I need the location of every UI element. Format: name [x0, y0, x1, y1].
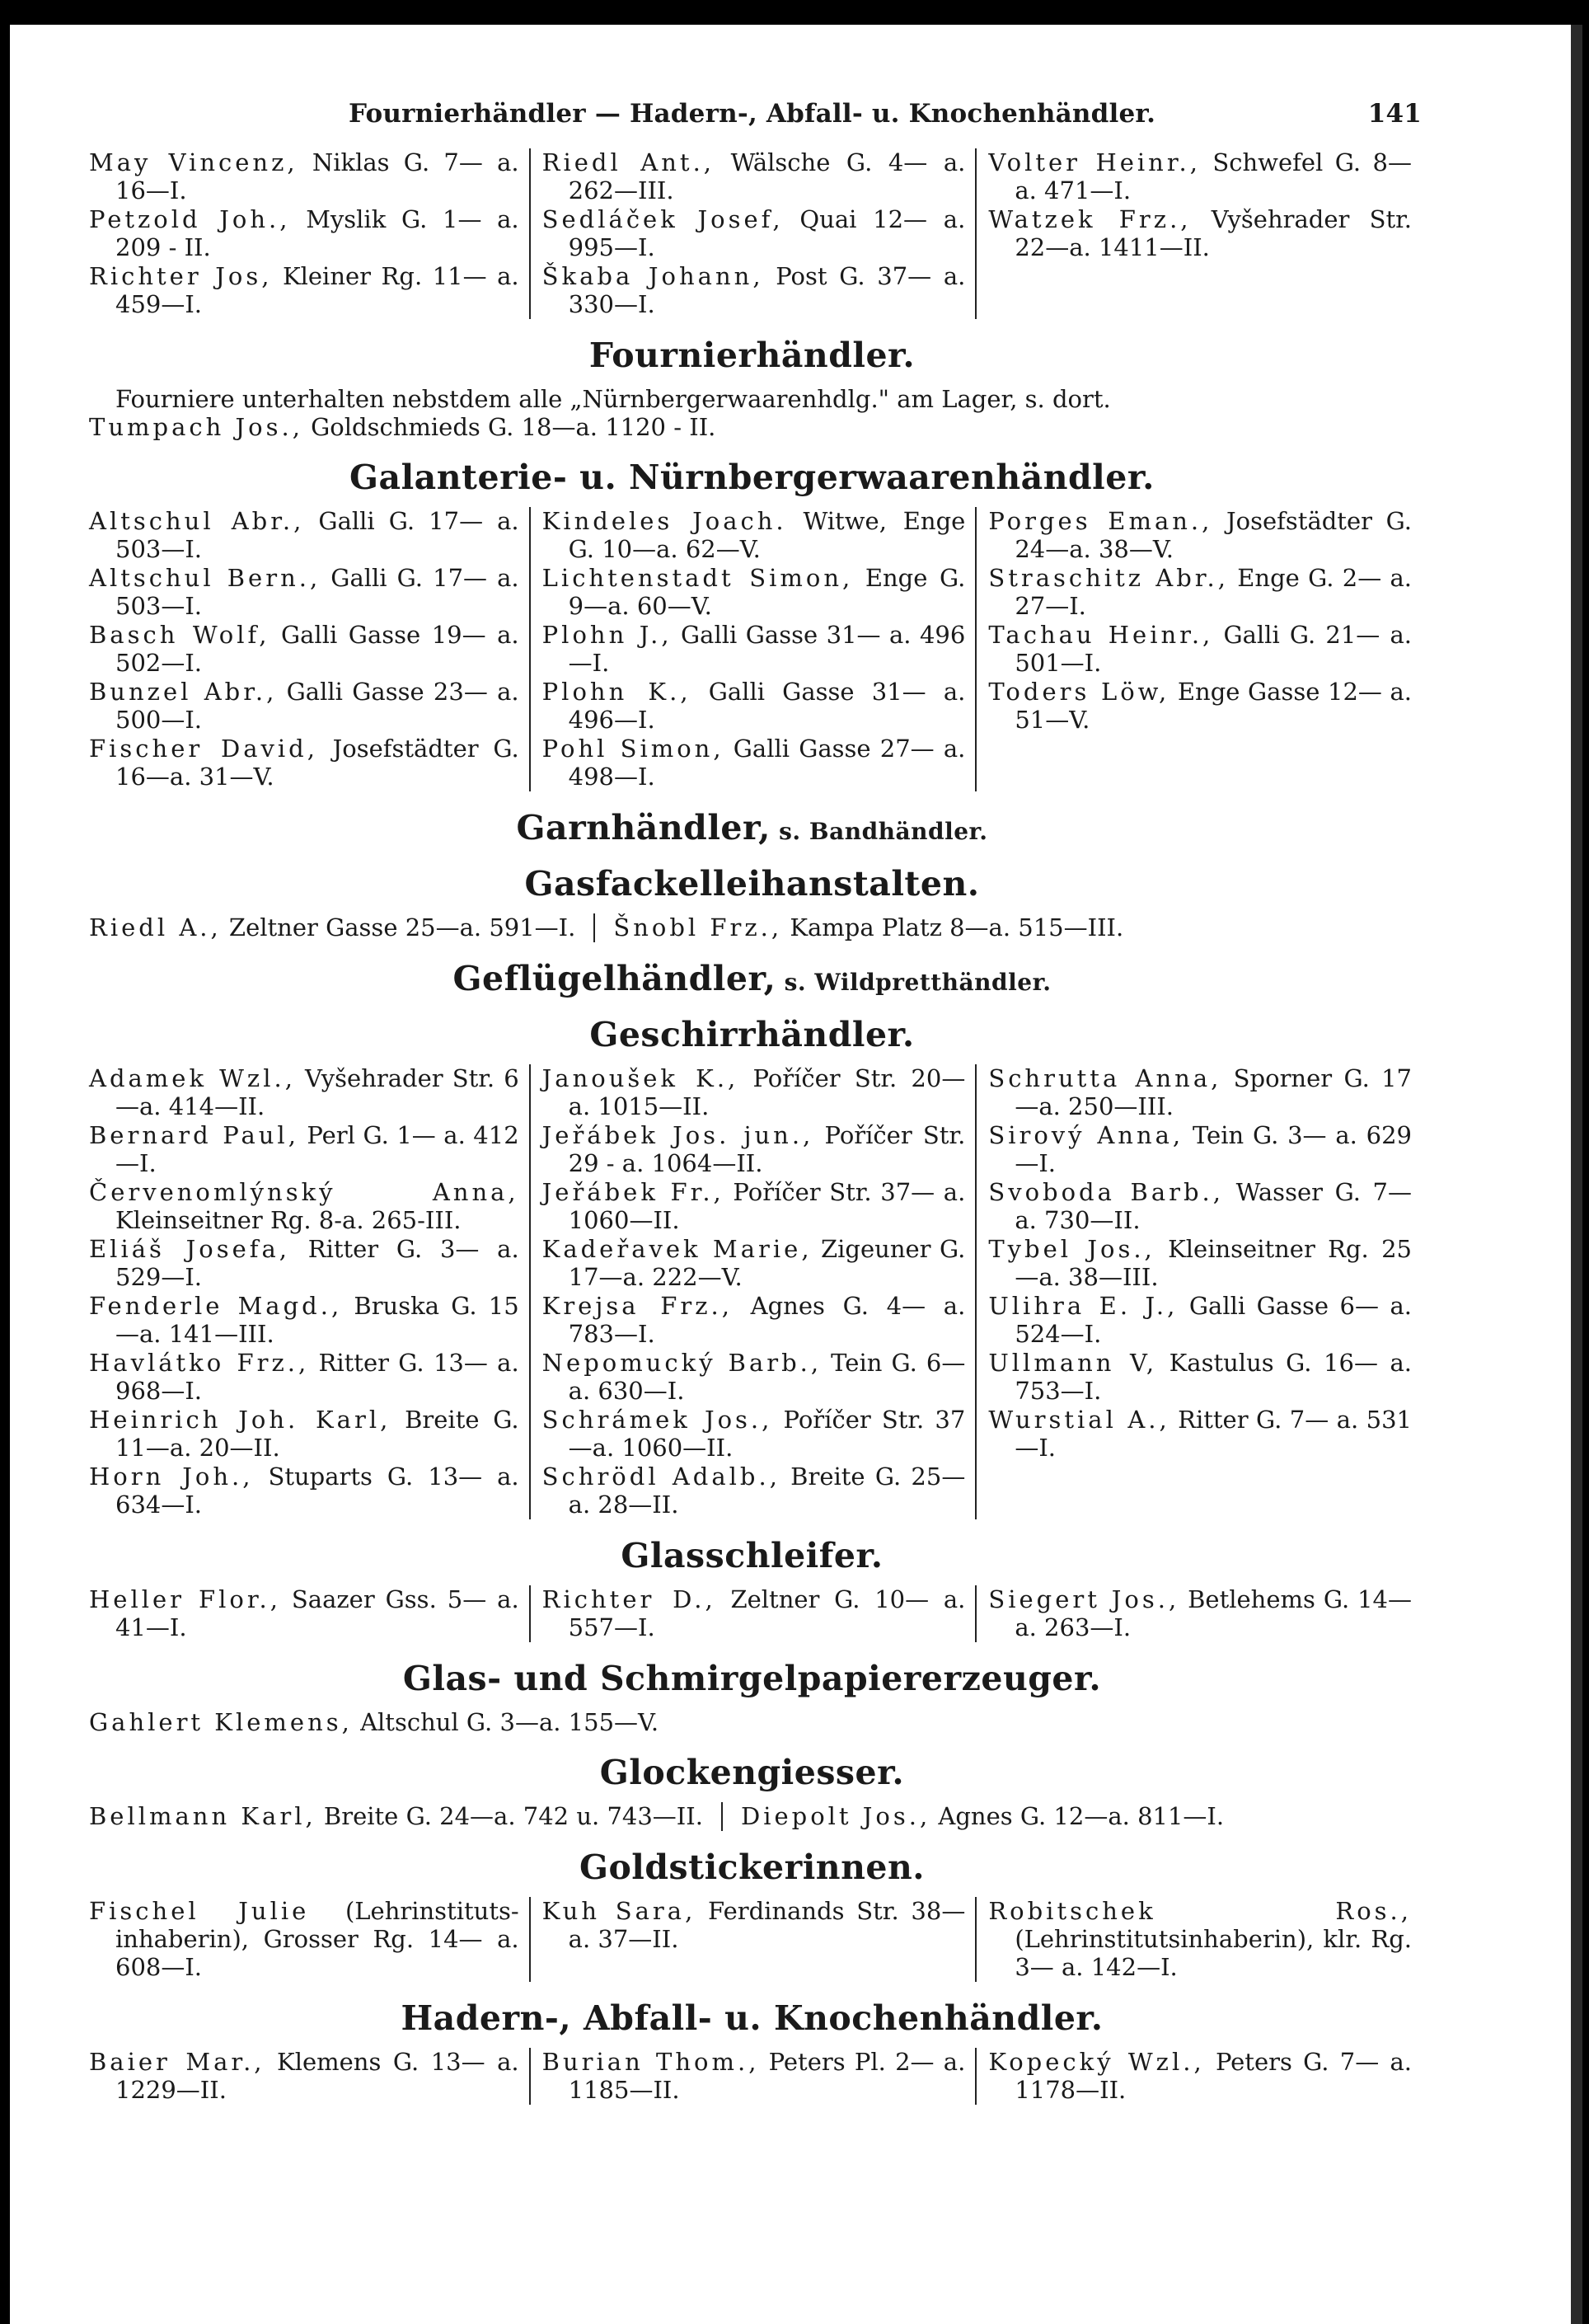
entry-name: Diepolt Jos.,	[740, 1802, 931, 1830]
directory-entry	[988, 148, 1412, 204]
entry-column	[82, 507, 529, 791]
entry-address: Stuparts G. 13— a. 634—I.	[115, 1462, 519, 1519]
entry-address: Galli G. 21— a. 501—I.	[1015, 621, 1412, 677]
directory-entry	[89, 262, 519, 318]
entry-name: Nepomucký Barb.,	[541, 1349, 823, 1377]
entry-name: Watzek Frz.,	[988, 205, 1192, 233]
directory-entry	[988, 1585, 1412, 1641]
entry-name: Plohn J.,	[541, 621, 673, 649]
entry-name: Fischel Julie	[89, 1897, 310, 1925]
entry-address: Breite G. 24—a. 742 u. 743—II.	[316, 1802, 703, 1830]
entry-name: Adamek Wzl.,	[89, 1064, 296, 1092]
entry-name: Straschitz Abr.,	[988, 564, 1229, 592]
entry-address: Quai 12— a. 995—I.	[568, 205, 966, 261]
entry-address: Josefstädter G. 24—a. 38—V.	[1015, 507, 1413, 563]
entry-name: Schrutta Anna,	[988, 1064, 1222, 1092]
entry-name: Baier Mar.,	[89, 2048, 265, 2076]
entry-address: Enge Gasse 12— a. 51—V.	[1015, 678, 1412, 734]
section-heading	[82, 1536, 1422, 1575]
entry-column	[529, 2048, 976, 2105]
entry-name: Volter Heinr.,	[988, 148, 1201, 176]
entry-address: Breite G. 11—a. 20—II.	[115, 1406, 519, 1462]
section-heading	[82, 1998, 1422, 2038]
entry-address: Poříčer Str. 37—a. 1060—II.	[568, 1406, 966, 1462]
entry-name: Richter D.,	[541, 1585, 716, 1613]
page-edge	[1571, 25, 1582, 2324]
entry-column	[82, 1585, 529, 1642]
entry-name: Fischer David,	[89, 735, 318, 763]
entry-pair	[82, 1802, 1422, 1831]
intro-entries	[82, 148, 1422, 319]
entry-name: Pohl Simon,	[541, 735, 724, 763]
entry-address: Tein G. 3— a. 629—I.	[1015, 1121, 1412, 1177]
entry-name: Toders Löw,	[988, 678, 1170, 706]
entry-name: Horn Joh.,	[89, 1462, 254, 1491]
entry-address: Kleinseitner Rg. 25—a. 38—III.	[1015, 1235, 1412, 1291]
entry-address: Klemens G. 13— a. 1229—II.	[115, 2048, 519, 2104]
section-note: Fourniere unterhalten nebstdem alle „Nürnbergerwaarenhdlg." am Lager, s. dort.	[115, 385, 1111, 413]
section-heading	[82, 1015, 1422, 1054]
directory-entry	[613, 913, 1123, 941]
entry-name: Riedl A.,	[89, 913, 222, 941]
entry-address: Galli Gasse 19— a. 502—I.	[115, 621, 519, 677]
directory-entry	[988, 1235, 1412, 1291]
section-title: Geschirrhändler.	[589, 1015, 915, 1054]
entry-name: Bellmann Karl,	[89, 1802, 316, 1830]
entry-name: Kuh Sara,	[541, 1897, 696, 1925]
directory-entry	[542, 678, 966, 734]
directory-entry	[542, 1235, 966, 1291]
directory-entry	[988, 564, 1412, 620]
section-cross-reference: s. Bandhändler.	[770, 818, 988, 845]
entry-address: Bruska G. 15—a. 141—III.	[115, 1292, 519, 1348]
section-title: Garnhändler,	[516, 808, 771, 847]
entry-address: Altschul G. 3—a. 155—V.	[352, 1708, 659, 1736]
entry-name: Burian Thom.,	[541, 2048, 760, 2076]
directory-entry	[542, 621, 966, 677]
entry-address: Zeltner G. 10— a. 557—I.	[568, 1585, 966, 1641]
entry-address: Ritter G. 7— a. 531—I.	[1015, 1406, 1412, 1462]
entry-column	[529, 1897, 976, 1982]
entry-name: Robitschek Ros.,	[988, 1897, 1412, 1925]
directory-entry	[988, 2048, 1412, 2104]
entry-name: Kopecký Wzl.,	[988, 2048, 1205, 2076]
section-title: Glas- und Schmirgelpapiererzeuger.	[402, 1659, 1102, 1698]
entry-name: Schrödl Adalb.,	[541, 1462, 780, 1491]
directory-entry	[542, 205, 966, 261]
directory-entry	[542, 564, 966, 620]
page-number: 141	[1367, 99, 1422, 129]
directory-entry	[89, 1178, 519, 1234]
entry-address: Post G. 37— a. 330—I.	[568, 262, 966, 318]
entry-address: Galli Gasse 6— a. 524—I.	[1015, 1292, 1412, 1348]
directory-entry	[988, 621, 1412, 677]
entry-name: Altschul Bern.,	[89, 564, 321, 592]
entry-address: Schwefel G. 8— a. 471—I.	[1015, 148, 1412, 204]
entry-name: Heller Flor.,	[89, 1585, 281, 1613]
entry-name: Plohn K.,	[541, 678, 691, 706]
directory-entry	[89, 621, 519, 677]
section-heading	[82, 458, 1422, 497]
directory-entry	[89, 1462, 519, 1519]
directory-entry	[89, 148, 519, 204]
directory-entry	[89, 2048, 519, 2104]
section-heading	[82, 1847, 1422, 1887]
entry-name: May Vincenz,	[89, 148, 298, 176]
directory-entry	[89, 1292, 519, 1348]
entry-name: Richter Jos,	[89, 262, 273, 290]
directory-entry	[89, 1121, 519, 1177]
entry-address: Galli Gasse 27— a. 498—I.	[568, 735, 966, 791]
entry-address: Galli Gasse 23— a. 500—I.	[115, 678, 519, 734]
directory-entry	[542, 1178, 966, 1234]
directory-entry	[988, 507, 1412, 563]
entry-name: Petzold Joh.,	[89, 205, 291, 233]
entry-name: Basch Wolf,	[89, 621, 270, 649]
section-title: Galanterie- u. Nürnbergerwaarenhändler.	[349, 458, 1155, 497]
directory-entry	[89, 1406, 519, 1462]
entry-address: Perl G. 1— a. 412—I.	[115, 1121, 519, 1177]
directory-entry	[988, 1292, 1412, 1348]
entry-column	[82, 1897, 529, 1982]
directory-entry	[988, 205, 1412, 261]
directory-entry	[542, 1349, 966, 1405]
entry-address: Josefstädter G. 16—a. 31—V.	[115, 735, 519, 791]
entry-address: Vyšehrader Str. 6—a. 414—II.	[115, 1064, 519, 1120]
entry-column	[529, 1064, 976, 1519]
entry-address: Kleinseitner Rg. 8-a. 265-III.	[115, 1206, 462, 1234]
entry-name: Jeřábek Fr.,	[541, 1178, 724, 1206]
sections	[82, 336, 1422, 2105]
entry-address: (Lehrinstitutsinhaberin), klr. Rg. 3— a. 142—I.	[1015, 1925, 1412, 1981]
section-title: Hadern-, Abfall- u. Knochenhändler.	[401, 1998, 1104, 2038]
running-head-title: Fournierhändler — Hadern-, Abfall- u. Knochenhändler.	[348, 99, 1156, 129]
entry-name: Fenderle Magd.,	[89, 1292, 343, 1320]
entry-columns	[82, 1897, 1422, 1982]
directory-entry	[542, 1121, 966, 1177]
directory-entry	[542, 1064, 966, 1120]
entry-name: Siegert Jos.,	[988, 1585, 1180, 1613]
entry-name: Tachau Heinr.,	[988, 621, 1214, 649]
entry-address: Kastulus G. 16— a. 753—I.	[1015, 1349, 1412, 1405]
entry-address: Niklas G. 7— a. 16—I.	[115, 148, 519, 204]
directory-entry	[89, 1235, 519, 1291]
directory-entry	[89, 735, 519, 791]
entry-address: Agnes G. 12—a. 811—I.	[930, 1802, 1225, 1830]
entry-address: Breite G. 25— a. 28—II.	[568, 1462, 966, 1519]
directory-entry	[82, 1802, 703, 1831]
entry-column	[82, 2048, 529, 2105]
entry-name: Tybel Jos.,	[988, 1235, 1155, 1263]
entry-column	[529, 507, 976, 791]
entry-address: Galli G. 17— a. 503—I.	[115, 564, 519, 620]
directory-entry	[82, 913, 575, 942]
entry-address: Zigeuner G. 17—a. 222—V.	[568, 1235, 966, 1291]
section-heading	[82, 959, 1422, 998]
entry-column	[975, 1897, 1422, 1982]
directory-entry	[988, 1897, 1412, 1981]
entry-name: Schrámek Jos.,	[541, 1406, 773, 1434]
entry-name: Lichtenstadt Simon,	[541, 564, 854, 592]
section-title: Glasschleifer.	[621, 1536, 884, 1575]
entry-name: Riedl Ant.,	[541, 148, 715, 176]
directory-entry	[542, 735, 966, 791]
entry-name: Sedláček Josef,	[541, 205, 784, 233]
entry-name: Porges Eman.,	[988, 507, 1213, 535]
entry-name: Janoušek K.,	[541, 1064, 739, 1092]
entry-name: Heinrich Joh. Karl,	[89, 1406, 391, 1434]
entry-address: Wälsche G. 4— a. 262—III.	[568, 148, 966, 204]
entry-address: Ritter G. 3— a. 529—I.	[115, 1235, 519, 1291]
directory-entry	[542, 1292, 966, 1348]
directory-entry	[542, 262, 966, 318]
entry-column	[529, 1585, 976, 1642]
entry-name: Červenomlýnský Anna,	[89, 1178, 519, 1206]
entry-name: Tumpach Jos.,	[89, 413, 303, 441]
directory-entry	[542, 1585, 966, 1641]
entry-address: Goldschmieds G. 18—a. 1120 - II.	[302, 413, 716, 441]
entry-address: Tein G. 6—a. 630—I.	[568, 1349, 966, 1405]
directory-entry	[741, 1802, 1224, 1830]
running-head	[82, 99, 1422, 148]
entry-address: Myslik G. 1— a. 209 - II.	[115, 205, 519, 261]
entry-name: Altschul Abr.,	[89, 507, 305, 535]
directory-entry	[89, 564, 519, 620]
directory-entry	[89, 205, 519, 261]
entry-name: Gahlert Klemens,	[89, 1708, 353, 1736]
entry-column	[975, 507, 1422, 791]
directory-entry	[542, 1897, 966, 1953]
entry-address: Vyšehrader Str. 22—a. 1411—II.	[1015, 205, 1413, 261]
column-divider	[721, 1802, 723, 1831]
directory-entry	[988, 1121, 1412, 1177]
directory-entry	[82, 413, 1422, 441]
entry-column	[975, 1064, 1422, 1519]
directory-entry	[542, 1462, 966, 1519]
entry-address: Galli Gasse 31— a. 496—I.	[568, 621, 966, 677]
entry-name: Havlátko Frz.,	[89, 1349, 310, 1377]
page-content	[82, 99, 1422, 2105]
entry-name: Ulihra E. J.,	[988, 1292, 1179, 1320]
entry-address: Wasser G. 7—a. 730—II.	[1015, 1178, 1412, 1234]
section-heading	[82, 1753, 1422, 1792]
section-cross-reference: s. Wildpretthändler.	[776, 969, 1052, 996]
directory-entry	[89, 507, 519, 563]
directory-entry	[988, 1178, 1412, 1234]
entry-address: Poříčer Str. 29 - a. 1064—II.	[568, 1121, 966, 1177]
entry-address: Poříčer Str. 37— a. 1060—II.	[568, 1178, 966, 1234]
entry-name: Sirový Anna,	[988, 1121, 1184, 1149]
directory-entry	[89, 678, 519, 734]
column-divider	[593, 913, 595, 942]
entry-column	[82, 148, 529, 319]
directory-entry	[988, 1064, 1412, 1120]
entry-column	[975, 148, 1422, 319]
entry-address: Enge G. 2— a. 27—I.	[1015, 564, 1412, 620]
entry-name: Bunzel Abr.,	[89, 678, 278, 706]
entry-name: Škaba Johann,	[541, 262, 764, 290]
section-title: Gasfackelleihanstalten.	[524, 864, 980, 904]
entry-name: Ullmann V,	[988, 1349, 1158, 1377]
section-heading	[82, 808, 1422, 847]
entry-column	[975, 1585, 1422, 1642]
entry-name: Jeřábek Jos. jun.,	[541, 1121, 814, 1149]
section-heading	[82, 336, 1422, 375]
directory-entry	[82, 1708, 1422, 1736]
directory-entry	[542, 1406, 966, 1462]
entry-name: Eliáš Josefa,	[89, 1235, 290, 1263]
entry-address: Galli G. 17— a. 503—I.	[115, 507, 519, 563]
entry-address: Saazer Gss. 5— a. 41—I.	[115, 1585, 519, 1641]
directory-entry	[988, 678, 1412, 734]
directory-entry	[89, 1349, 519, 1405]
entry-name: Bernard Paul,	[89, 1121, 299, 1149]
section-title: Fournierhändler.	[588, 336, 916, 375]
entry-address: Agnes G. 4— a. 783—I.	[568, 1292, 966, 1348]
entry-address: Peters Pl. 2— a. 1185—II.	[568, 2048, 966, 2104]
section-title: Goldstickerinnen.	[579, 1847, 926, 1887]
entry-columns	[82, 507, 1422, 791]
entry-address: Ritter G. 13— a. 968—I.	[115, 1349, 519, 1405]
directory-entry	[988, 1406, 1412, 1462]
entry-columns	[82, 1585, 1422, 1642]
entry-name: Wurstial A.,	[988, 1406, 1170, 1434]
entry-address: Betlehems G. 14—a. 263—I.	[1015, 1585, 1412, 1641]
entry-column	[529, 148, 976, 319]
entry-name: Svoboda Barb.,	[988, 1178, 1224, 1206]
section-heading	[82, 1659, 1422, 1698]
directory-entry	[542, 2048, 966, 2104]
section-heading	[82, 864, 1422, 904]
entry-address: Peters G. 7— a. 1178—II.	[1015, 2048, 1412, 2104]
entry-address: Kampa Platz 8—a. 515—III.	[782, 913, 1124, 941]
entry-address: Ferdinands Str. 38— a. 37—II.	[568, 1897, 966, 1953]
directory-entry	[89, 1897, 519, 1981]
entry-address: Enge G. 9—a. 60—V.	[568, 564, 966, 620]
directory-entry	[542, 507, 966, 563]
entry-column	[975, 2048, 1422, 2105]
entry-address: Galli Gasse 31— a. 496—I.	[568, 678, 966, 734]
directory-entry	[89, 1064, 519, 1120]
directory-entry	[89, 1585, 519, 1641]
entry-name: Kadeřavek Marie,	[541, 1235, 813, 1263]
entry-address: Sporner G. 17—a. 250—III.	[1015, 1064, 1412, 1120]
entry-columns	[82, 2048, 1422, 2105]
directory-entry	[988, 1349, 1412, 1405]
entry-column	[82, 1064, 529, 1519]
directory-entry	[542, 148, 966, 204]
entry-address: (Lehrinstituts-inhaberin), Grosser Rg. 14— a. 608—I.	[115, 1897, 519, 1981]
entry-name: Šnobl Frz.,	[613, 913, 783, 941]
entry-address: Kleiner Rg. 11— a. 459—I.	[115, 262, 519, 318]
entry-address: Poříčer Str. 20— a. 1015—II.	[568, 1064, 966, 1120]
entry-columns	[82, 1064, 1422, 1519]
entry-name: Krejsa Frz.,	[541, 1292, 733, 1320]
entry-address: Zeltner Gasse 25—a. 591—I.	[221, 913, 576, 941]
entry-name: Kindeles Joach.	[541, 507, 787, 535]
entry-address: Witwe, Enge G. 10—a. 62—V.	[568, 507, 966, 563]
section-title: Glockengiesser.	[599, 1753, 905, 1792]
entry-pair	[82, 913, 1422, 942]
section-title: Geflügelhändler,	[452, 959, 776, 998]
